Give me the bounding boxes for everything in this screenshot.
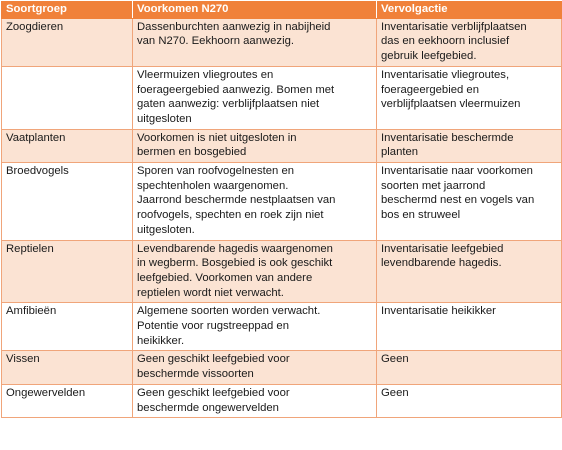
cell-text-line: uitgesloten.: [137, 223, 195, 236]
header-row: [2, 2, 562, 19]
cell-text-line: gaten aanwezig: verblijfplaatsen niet: [137, 98, 320, 111]
cell-soortgroep: Ongewervelden: [2, 384, 133, 417]
species-table: [1, 1, 562, 418]
table-body: [2, 18, 562, 418]
cell-text-line: Sporen van roofvogelnesten en: [137, 165, 295, 178]
cell-text-line: bermen en bosgebied: [137, 146, 247, 159]
cell-vervolgactie: [377, 240, 562, 303]
cell-text-line: Geen: [381, 386, 409, 399]
cell-voorkomen: [133, 18, 377, 66]
table-header: [2, 2, 562, 19]
cell-text-line: Algemene soorten worden verwacht.: [137, 305, 321, 318]
cell-text-line: Potentie voor rugstreeppad en: [137, 320, 289, 333]
cell-vervolgactie: [377, 351, 562, 384]
cell-text-line: Vleermuizen vliegroutes en: [137, 68, 274, 81]
cell-vervolgactie: [377, 163, 562, 241]
header-vervolgactie: Vervolgactie: [377, 2, 562, 19]
table-row: [2, 384, 562, 417]
cell-text-line: Inventarisatie beschermde: [381, 131, 514, 144]
cell-text-line: Geen: [381, 353, 409, 366]
cell-text-line: van N270. Eekhoorn aanwezig.: [137, 35, 295, 48]
cell-vervolgactie: [377, 18, 562, 66]
table-row: [2, 303, 562, 351]
table-row: [2, 129, 562, 162]
cell-text-line: planten: [381, 146, 419, 159]
cell-soortgroep: Amfibieën: [2, 303, 133, 351]
cell-text-line: Geen geschikt leefgebied voor: [137, 386, 290, 399]
cell-text-line: Inventarisatie naar voorkomen: [381, 165, 533, 178]
cell-text-line: bos en struweel: [381, 209, 461, 222]
table-row: [2, 351, 562, 384]
cell-text-line: Inventarisatie leefgebied: [381, 242, 504, 255]
cell-voorkomen: [133, 351, 377, 384]
cell-text-line: Voorkomen is niet uitgesloten in: [137, 131, 297, 144]
header-soortgroep: Soortgroep: [2, 2, 133, 19]
cell-text-line: heikikker.: [137, 334, 185, 347]
cell-text-line: uitgesloten: [137, 112, 192, 125]
cell-text-line: beschermde vissoorten: [137, 368, 254, 381]
cell-voorkomen: [133, 303, 377, 351]
cell-text-line: beschermd nest en vogels van: [381, 194, 535, 207]
cell-text-line: Levendbarende hagedis waargenomen: [137, 242, 333, 255]
cell-text-line: in wegberm. Bosgebied is ook geschikt: [137, 257, 333, 270]
cell-voorkomen: [133, 66, 377, 129]
cell-text-line: reptielen wordt niet verwacht.: [137, 286, 284, 299]
cell-text-line: Inventarisatie verblijfplaatsen: [381, 20, 527, 33]
table-row: [2, 66, 562, 129]
header-voorkomen: Voorkomen N270: [133, 2, 377, 19]
cell-text-line: Dassenburchten aanwezig in nabijheid: [137, 20, 331, 33]
cell-soortgroep: [2, 66, 133, 129]
cell-text-line: Inventarisatie heikikker: [381, 305, 496, 318]
cell-text-line: Jaarrond beschermde nestplaatsen van: [137, 194, 336, 207]
cell-text-line: verblijfplaatsen vleermuizen: [381, 98, 521, 111]
cell-text-line: spechtenholen waargenomen.: [137, 179, 289, 192]
cell-voorkomen: [133, 384, 377, 417]
cell-vervolgactie: [377, 384, 562, 417]
cell-text-line: foerageergebied aanwezig. Bomen met: [137, 83, 335, 96]
cell-soortgroep: Broedvogels: [2, 163, 133, 241]
cell-voorkomen: [133, 129, 377, 162]
table-row: [2, 163, 562, 241]
cell-text-line: das en eekhoorn inclusief: [381, 35, 510, 48]
cell-soortgroep: Zoogdieren: [2, 18, 133, 66]
cell-soortgroep: Vissen: [2, 351, 133, 384]
cell-soortgroep: Vaatplanten: [2, 129, 133, 162]
cell-text-line: beschermde ongewervelden: [137, 401, 279, 414]
cell-text-line: soorten met jaarrond: [381, 179, 486, 192]
cell-soortgroep: Reptielen: [2, 240, 133, 303]
cell-text-line: gebruik leefgebied.: [381, 50, 477, 63]
cell-vervolgactie: [377, 129, 562, 162]
cell-voorkomen: [133, 163, 377, 241]
cell-voorkomen: [133, 240, 377, 303]
table-row: [2, 18, 562, 66]
cell-text-line: Geen geschikt leefgebied voor: [137, 353, 290, 366]
cell-text-line: foerageergebied en: [381, 83, 479, 96]
cell-vervolgactie: [377, 66, 562, 129]
table-row: [2, 240, 562, 303]
cell-text-line: Inventarisatie vliegroutes,: [381, 68, 510, 81]
cell-text-line: leefgebied. Voorkomen van andere: [137, 271, 313, 284]
cell-text-line: levendbarende hagedis.: [381, 257, 502, 270]
cell-vervolgactie: [377, 303, 562, 351]
cell-text-line: roofvogels, spechten en roek zijn niet: [137, 209, 324, 222]
